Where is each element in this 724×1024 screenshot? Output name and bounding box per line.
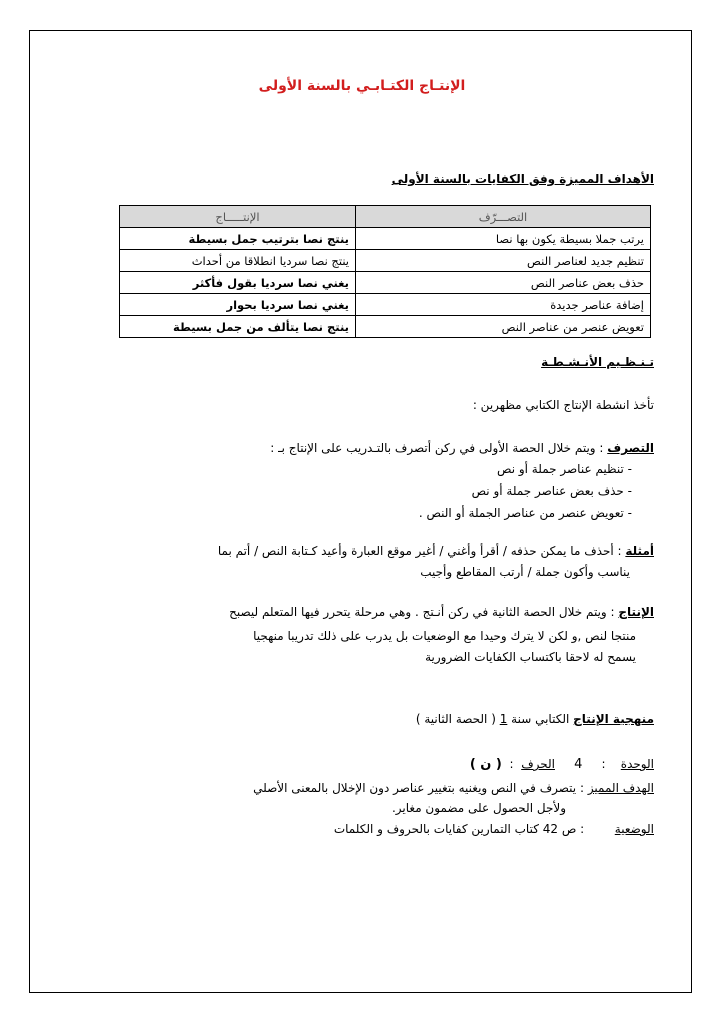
examples-label: أمثلة (625, 544, 654, 558)
tasarruf-label: التصرف (607, 441, 654, 455)
table-header-cell: الإنتـــــاج (120, 206, 356, 228)
goal-paragraph (253, 781, 654, 795)
table-cell: تعويض عنصر من عناصر النص (356, 316, 651, 338)
table-row (120, 250, 651, 272)
methodology-year: 1 (499, 712, 508, 726)
table-cell: ينتج نصا سرديا انطلاقا من أحداث (120, 250, 356, 272)
table-cell: حذف بعض عناصر النص (356, 272, 651, 294)
unit-row: الوحدة : 4 الحرف : ( ن ) (469, 757, 654, 772)
production-paragraph (229, 605, 654, 619)
production-line-1: : ويتم خلال الحصة الثانية في ركن أنـتج . وهي مرحلة يتحرر فيها المتعلم ليصبح (229, 605, 619, 619)
production-line-2: منتجا لنص ,و لكن لا يترك وحيدا مع الوضعيات بل يدرب على ذلك تدريبا منهجيا (253, 629, 636, 643)
situation-value: : ص 42 كتاب التمارين كفايات بالحروف و الكلمات (333, 822, 585, 836)
production-label: الإنتاج (618, 605, 654, 619)
competencies-table (119, 205, 651, 338)
unit-value: 4 (574, 757, 583, 772)
examples-paragraph (218, 544, 654, 558)
methodology-mid: الكتابي سنة (507, 712, 574, 726)
table-cell: يغني نصا سرديا بقول فأكثر (120, 272, 356, 294)
list-item: - تنظيم عناصر جملة أو نص (497, 462, 632, 476)
examples-line-2: يناسب وأكون جملة / أرتب المقاطع وأجيب (420, 565, 630, 579)
letter-label: الحرف (521, 757, 555, 771)
organization-heading: تـنـظـيم الأنـشـطـة (541, 355, 654, 369)
tasarruf-text: : ويتم خلال الحصة الأولى في ركن أتصرف بالتـدريب على الإنتاج بـ : (270, 441, 608, 455)
methodology-heading (416, 712, 654, 726)
table-cell: يرتب جملا بسيطة يكون بها نصا (356, 228, 651, 250)
table-cell: يغني نصا سرديا بحوار (120, 294, 356, 316)
objectives-heading: الأهداف المميزة وفق الكفايات بالسنة الأولى (391, 172, 654, 186)
goal-label: الهدف المميز (587, 781, 654, 795)
table-cell: تنظيم جديد لعناصر النص (356, 250, 651, 272)
list-item: - تعويض عنصر من عناصر الجملة أو النص . (418, 506, 632, 520)
methodology-label: منهجية الإنتاج (573, 712, 654, 726)
production-line-3: يسمح له لاحقا باكتساب الكفايات الضرورية (425, 650, 636, 664)
methodology-session: ( الحصة الثانية ) (415, 712, 500, 726)
situation-row (334, 822, 654, 836)
table-row (120, 272, 651, 294)
situation-label: الوضعية (614, 822, 654, 836)
examples-line-1: : أحذف ما يمكن حذفه / أقرأ وأغني / أغير موقع العبارة وأعيد كـتابة النص / أتم بما (217, 544, 626, 558)
page-title: الإنتـاج الكتـابـي بالسنة الأولى (258, 78, 466, 94)
table-cell: ينتج نصا بترتيب جمل بسيطة (120, 228, 356, 250)
goal-line-2: ولأجل الحصول على مضمون مغاير. (391, 801, 566, 815)
unit-label: الوحدة (620, 757, 654, 771)
tasarruf-paragraph (270, 441, 654, 455)
table-row (120, 294, 651, 316)
letter-value: ( ن ) (469, 757, 502, 772)
organization-intro: تأخذ انشطة الإنتاج الكتابي مظهرين : (472, 398, 654, 412)
table-header-cell: التصـــرّف (356, 206, 651, 228)
table-header-row (120, 206, 651, 228)
table-cell: إضافة عناصر جديدة (356, 294, 651, 316)
table-row (120, 228, 651, 250)
table-cell: ينتج نصا يتألف من جمل بسيطة (120, 316, 356, 338)
goal-line-1: : يتصرف في النص ويغنيه بتغيير عناصر دون الإخلال بالمعنى الأصلي (253, 781, 588, 795)
table-row (120, 316, 651, 338)
list-item: - حذف بعض عناصر جملة أو نص (471, 484, 632, 498)
